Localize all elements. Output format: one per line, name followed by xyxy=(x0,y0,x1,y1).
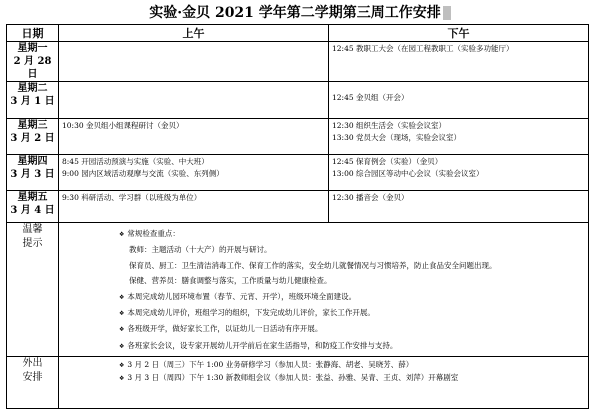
date-label: 3 月 1 日 xyxy=(10,96,55,107)
day-cell xyxy=(7,155,59,191)
day-cell xyxy=(7,82,59,119)
outing-cell xyxy=(59,357,589,409)
note-line: 教师：主题活动（十大产）的开展与研讨。 xyxy=(129,245,272,255)
pm-entry: 12:30 组织生活会（实验会议室） xyxy=(332,121,446,130)
pm-cell xyxy=(329,155,589,191)
day-cell xyxy=(7,191,59,223)
weekday-label: 星期二 xyxy=(17,83,48,94)
weekday-label: 星期五 xyxy=(17,192,48,203)
notes-label-bottom: 提示 xyxy=(22,238,43,249)
note-line: ❖ 本周完成幼儿评价，班组学习的组织，下发完成幼儿评价，家长工作开展。 xyxy=(119,305,584,321)
header-date: 日期 xyxy=(7,25,59,42)
am-entry: 10:30 金贝组小组课程研讨（金贝） xyxy=(62,121,184,130)
notes-label xyxy=(7,223,59,357)
am-entry: 9:30 科研活动、学习群（以班级为单位） xyxy=(62,193,202,202)
am-cell xyxy=(59,119,329,155)
am-cell xyxy=(59,42,329,82)
title-text: 实验·金贝 2021 学年第二学期第三周工作安排 xyxy=(149,5,441,21)
day-row-tuesday xyxy=(7,82,589,119)
notes-label-top: 温馨 xyxy=(22,224,43,235)
pm-cell xyxy=(329,119,589,155)
note-line: 保育员、厨工：卫生清洁消毒工作、保育工作的落实，安全幼儿就餐情况与习惯培养，防止食品安全问题出现。 xyxy=(129,260,497,270)
header-am: 上午 xyxy=(59,25,329,42)
header-row xyxy=(7,25,589,42)
note-line: ❖ 本周完成幼儿园环境布置（春节、元宵、开学），班级环境全面建设。 xyxy=(119,289,584,305)
day-row-monday xyxy=(7,42,589,82)
date-label: 3 月 3 日 xyxy=(10,169,55,180)
notes-cell xyxy=(59,223,589,357)
pm-entry: 12:30 播音会（金贝） xyxy=(332,193,409,202)
outing-label-top: 外出 xyxy=(22,358,43,370)
weekday-label: 星期四 xyxy=(17,156,48,167)
text-cursor-mark xyxy=(443,6,451,20)
outing-label-bottom: 安排 xyxy=(22,372,43,384)
am-cell xyxy=(59,82,329,119)
am-cell xyxy=(59,155,329,191)
note-line: ❖ 常规检查重点： xyxy=(119,226,584,242)
pm-cell xyxy=(329,82,589,119)
outing-line: ❖ 3 月 3 日（周四）下午 1:30 新教师组会议（参加人员：张益、孙雅、吴青、王贞、刘萍）开幕剧室 xyxy=(119,372,584,385)
date-label: 3 月 2 日 xyxy=(10,133,55,144)
outing-row xyxy=(7,357,589,409)
header-pm: 下午 xyxy=(329,25,589,42)
outing-label xyxy=(7,357,59,409)
notes-row xyxy=(7,223,589,357)
note-line: 保健、营养员：膳食调整与落实，工作质量与幼儿健康检查。 xyxy=(129,276,332,286)
note-line: ❖ 各班级开学，做好家长工作，以证幼儿一日活动有序开展。 xyxy=(119,321,584,337)
day-row-wednesday xyxy=(7,119,589,155)
date-label: 2 月 28 日 xyxy=(13,56,52,80)
day-row-thursday xyxy=(7,155,589,191)
pm-cell xyxy=(329,42,589,82)
pm-entry: 13:00 综合园区等动中心会议（实验会议室） xyxy=(332,169,484,178)
pm-entry: 12:45 金贝组（开会） xyxy=(332,93,409,102)
date-label: 3 月 4 日 xyxy=(10,205,55,216)
pm-cell xyxy=(329,191,589,223)
pm-entry: 12:45 保育例会（实验）（金贝） xyxy=(332,157,443,166)
day-row-friday xyxy=(7,191,589,223)
am-cell xyxy=(59,191,329,223)
am-entry: 9:00 园内区域活动观摩与交流（实验、东列侧） xyxy=(62,169,224,178)
pm-entry: 12:45 教职工大会（在园工程教职工（实验多功能厅） xyxy=(332,44,514,53)
outing-line: ❖ 3 月 2 日（周三）下午 1:00 业务研修学习（参加人员：张静海、胡老、吴晓芳、薛） xyxy=(119,359,584,372)
am-entry: 8:45 开园活动预演与实施（实验、中大班） xyxy=(62,157,209,166)
schedule-table xyxy=(6,24,589,409)
pm-entry: 13:30 党员大会（现场，实验会议室） xyxy=(332,133,461,142)
day-cell xyxy=(7,119,59,155)
note-line: ❖ 各班家长会议，设专家开展幼儿开学前后在家生活指导，和防疫工作安排与支持。 xyxy=(119,338,584,354)
weekday-label: 星期三 xyxy=(17,120,48,131)
page-title xyxy=(0,0,600,24)
day-cell xyxy=(7,42,59,82)
weekday-label: 星期一 xyxy=(17,43,48,54)
